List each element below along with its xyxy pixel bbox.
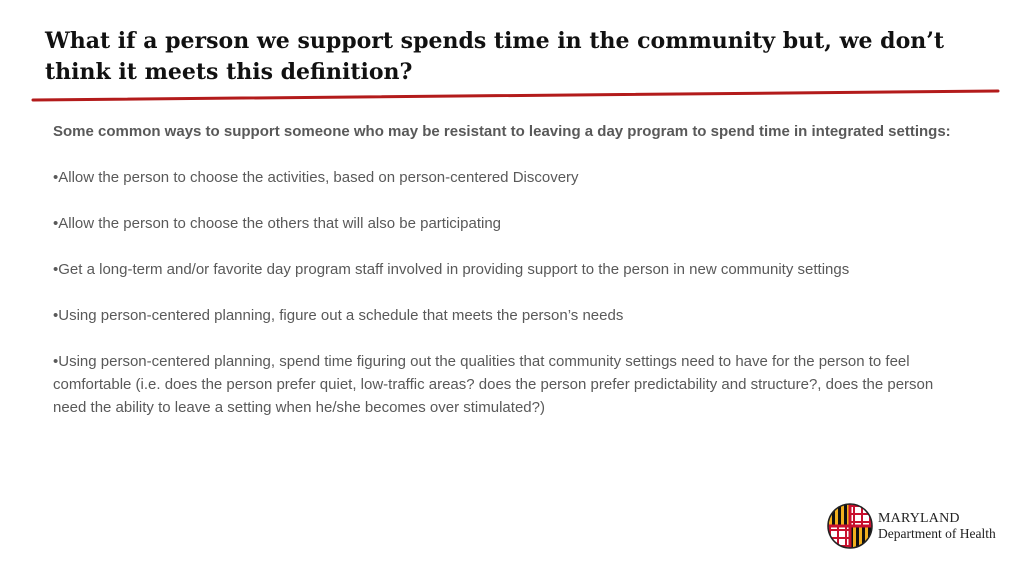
- logo-text: [878, 511, 996, 541]
- logo-line-maryland: MARYLAND: [878, 511, 960, 526]
- slide-body: [53, 120, 953, 442]
- maryland-flag-circle-icon: [826, 502, 874, 550]
- intro-text: Some common ways to support someone who may be resistant to leaving a day program to spend time in integrated settings:: [53, 123, 951, 140]
- logo-line-department: Department of Health: [878, 526, 996, 541]
- bullet-item: •Using person-centered planning, spend time figuring out the qualities that community settings need to have for the person to feel comfortable (i.e. does the person prefer quiet, low-traffic areas? does the person prefer predictability and structure?, does the person need the ability to leave a setting when he/she becomes over stimulated?): [53, 353, 934, 416]
- bullet-item: •Allow the person to choose the others that will also be participating: [53, 215, 502, 232]
- maryland-health-logo: [824, 500, 1014, 552]
- title-divider: [0, 0, 1024, 110]
- bullet-item: •Using person-centered planning, figure out a schedule that meets the person’s needs: [53, 307, 624, 324]
- bullet-item: •Allow the person to choose the activities, based on person-centered Discovery: [53, 169, 579, 186]
- slide-title: What if a person we support spends time in the community but, we don’t think it meets this definition?: [45, 28, 945, 85]
- bullet-item: •Get a long-term and/or favorite day program staff involved in providing support to the person in new community settings: [53, 261, 850, 278]
